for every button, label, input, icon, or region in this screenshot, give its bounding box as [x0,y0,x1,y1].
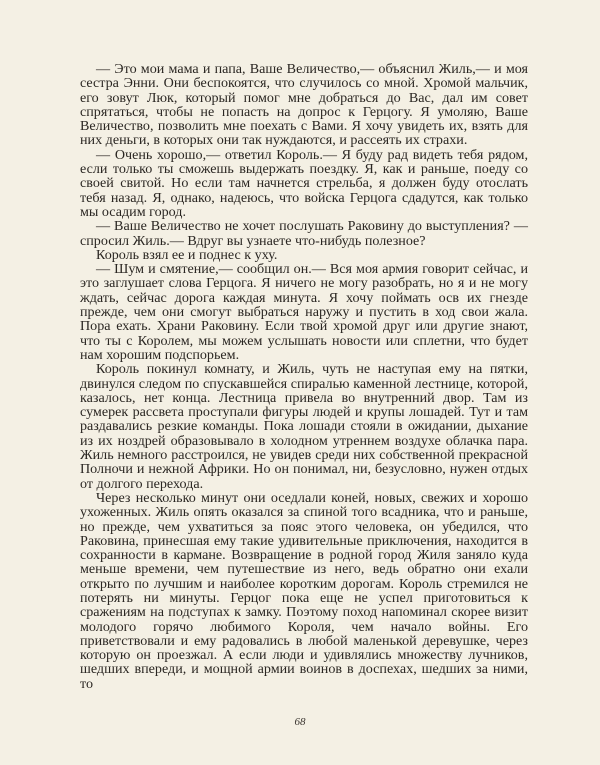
paragraph: Король покинул комнату, и Жиль, чуть не наступая ему на пятки, двинулся следом по спускавшейся спиралью каменной лестнице, которой, казалось, нет конца. Лестница привела во внутренний двор. Там из сумерек рассвета проступали фигуры людей и крупы лошадей. Тут и там раздавались резкие команды. Пока лошади стояли в ожидании, дыхание из их ноздрей образовывало в холодном утреннем воздухе облачка пара. Жиль немного расстроился, не увидев среди них собственной прекрасной Полночи и нежной Африки. Но он понимал, ни, безусловно, нужен отдых от долгого перехода. [80,361,528,492]
paragraph: Через несколько минут они оседлали коней, новых, свежих и хорошо ухоженных. Жиль опять оказался за спиной того всадника, что и раньше, но прежде, чем ухватиться за пояс этого человека, он убедился, что Раковина, принесшая ему такие удивительные приключения, находится в сохранности в кармане. Возвращение в родной город Жиля заняло куда меньше времени, чем путешествие из него, ведь обратно они ехали открыто по лучшим и наиболее коротким дорогам. Король стремился не потерять ни минуты. Герцог пока еще не успел приготовиться к сражениям на подступах к замку. Поэтому поход напоминал скорее визит молодого горячо любимого Короля, чем начало войны. Его приветствовали и ему радовались в любой маленькой деревушке, через которую он проезжал. А если люди и удивлялись множеству лучников, шедших впереди, и мощной армии воинов в доспехах, шедших за ними, то [80,489,528,692]
body-text [80,62,528,691]
paragraph: — Это мои мама и папа, Ваше Величество,— объяснил Жиль,— и моя сестра Энни. Они беспокоятся, что случилось со мной. Хромой мальчик, его зовут Люк, который помог мне добраться до Вас, дал им совет спрятаться, чтобы не попасть на допрос к Герцогу. Я умоляю, Ваше Величество, позволить мне поехать с Вами. Я хочу увидеть их, взять для них деньги, в которых они так нуждаются, и рассеять их страхи. [80,61,528,149]
paragraph: — Шум и смятение,— сообщил он.— Вся моя армия говорит сейчас, и это заглушает слова Герцога. Я ничего не могу разобрать, но я и не могу ждать, сейчас дорога каждая минута. Я хочу поймать осв их гнезде прежде, чем они смогут выбраться наружу и пустить в ход свои жала. Пора ехать. Храни Раковину. Если твой хромой друг или другие знают, что ты с Королем, мы можем услышать новости или сплетни, что будет нам хорошим подспорьем. [80,261,528,363]
paragraph: — Очень хорошо,— ответил Король.— Я буду рад видеть тебя рядом, если только ты сможешь выдержать поездку. Я, как и раньше, поеду со своей свитой. Но если там начнется стрельба, я должен буду отослать тебя назад. Я, однако, надеюсь, что войска Герцога сдадутся, как только мы осадим город. [80,146,528,220]
page-number: 68 [294,716,306,728]
paragraph: — Ваше Величество не хочет послушать Раковину до выступления? — спросил Жиль.— Вдруг вы узнаете что-нибудь полезное? [80,218,528,249]
paragraph: Король взял ее и поднес к уху. [96,246,278,263]
